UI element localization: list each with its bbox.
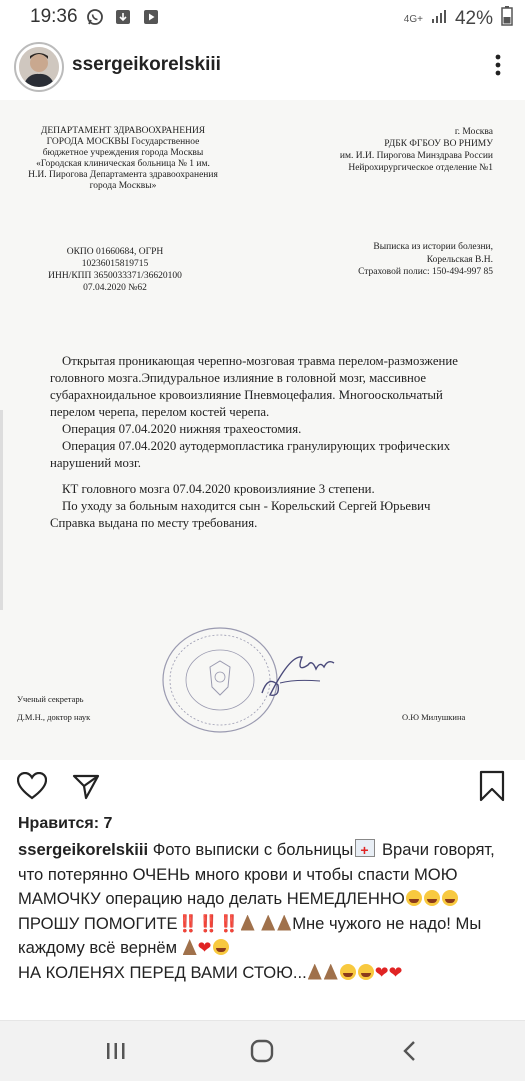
more-options-icon[interactable]	[495, 50, 501, 80]
post-header	[0, 34, 525, 100]
system-nav-bar	[0, 1020, 525, 1081]
paper-edge	[0, 410, 3, 610]
doc-body	[50, 353, 470, 532]
doc-secretary-degree: Д.М.Н., доктор наук	[17, 712, 91, 722]
post-username[interactable]: ssergeikorelskiii	[72, 54, 221, 75]
doc-org: РДБК ФГБОУ ВО РНИМУ	[384, 139, 493, 149]
post-actions	[0, 760, 525, 812]
doc-codes	[30, 246, 200, 294]
battery-level: 42%	[454, 8, 493, 29]
download-icon	[114, 8, 132, 26]
doc-secretary-label: Ученый секретарь	[17, 694, 84, 704]
doc-patient-name: Корельская В.Н.	[426, 254, 493, 265]
praying-hands-emoji-icon	[241, 915, 255, 931]
doc-right-header	[253, 126, 493, 174]
signature	[250, 635, 350, 705]
doc-secretary-name: О.Ю Милушкина	[402, 712, 466, 722]
praying-hands-emoji-icon	[183, 939, 197, 955]
whatsapp-icon	[86, 8, 104, 26]
notification-icons	[86, 8, 160, 26]
status-bar	[0, 0, 525, 34]
likes-count[interactable]: Нравится: 7	[18, 815, 113, 832]
heart-icon[interactable]	[14, 768, 50, 804]
crying-emoji-icon	[424, 890, 440, 906]
caption-text-3: ПРОШУ ПОМОГИТЕ	[18, 913, 178, 933]
doc-left-header: ДЕПАРТАМЕНТ ЗДРАВООХРАНЕНИЯ ГОРОДА МОСКВЫ Государственное бюджетное учреждения города Москвы «Городская клиническая больница № 1 им. Н.И. Пирогова Департамента здравоохранения города Москвы»	[28, 126, 218, 191]
crying-emoji-icon	[442, 890, 458, 906]
bookmark-icon[interactable]	[474, 768, 510, 804]
crying-emoji-icon	[213, 939, 229, 955]
system-status	[404, 6, 513, 32]
caption-text-5: НА КОЛЕНЯХ ПЕРЕД ВАМИ СТОЮ...	[18, 962, 307, 982]
doc-caretaker: По уходу за больным находится сын - Корельский Сергей Юрьевич	[62, 499, 431, 513]
share-icon[interactable]	[68, 768, 104, 804]
hospital-emoji-icon	[355, 839, 375, 857]
avatar-photo	[19, 47, 59, 87]
praying-hands-emoji-icon	[308, 964, 322, 980]
doc-okpo: ОКПО 01660684, ОГРН	[66, 247, 164, 257]
praying-hands-emoji-icon	[324, 964, 338, 980]
doc-ogrn: 1023601581971​5	[81, 259, 149, 269]
doc-extract-info	[253, 241, 493, 279]
doc-department: Нейрохирургическое отделение №1	[348, 163, 493, 173]
recent-apps-icon[interactable]	[96, 1035, 136, 1067]
battery-icon	[501, 6, 513, 32]
media-icon	[142, 8, 160, 26]
doc-ct: КТ головного мозга 07.04.2020 кровоизлияние 3 степени.	[62, 482, 375, 496]
heart-emoji-icon: ❤	[197, 938, 212, 957]
network-type: 4G+	[403, 13, 423, 25]
doc-diagnosis: Открытая проникающая черепно-мозговая травма перелом-размозжение головного мозга.Эпидуральное излияние в головной мозг, массивное субарахноидальное кровоизлияние Пневмоцефалия. Многооскольчатый перелом черепа, перелом костей черепа.	[50, 354, 458, 419]
signal-icon	[431, 8, 447, 30]
clock: 19:36	[30, 6, 78, 27]
doc-operation-1: Операция 07.04.2020 нижняя трахеостомия.	[62, 422, 302, 436]
praying-hands-emoji-icon	[277, 915, 291, 931]
post-image-document[interactable]	[0, 100, 525, 760]
doc-operation-2: Операция 07.04.2020 аутодермопластика гранулирующих трофических нарушений мозг.	[50, 439, 451, 470]
praying-hands-emoji-icon	[261, 915, 275, 931]
crying-emoji-icon	[358, 964, 374, 980]
post-caption	[18, 838, 510, 985]
avatar[interactable]	[14, 42, 64, 92]
caption-text-4: Мне чужого не надо! Мы каждому всё вернём	[18, 913, 482, 957]
crying-emoji-icon	[406, 890, 422, 906]
caption-text-1: Фото выписки с больницы	[148, 840, 354, 859]
heart-emoji-icon: ❤❤	[374, 962, 403, 982]
doc-date-number: 07.04.2020 №62	[83, 283, 147, 293]
doc-city: г. Москва	[454, 127, 493, 137]
exclamation-emoji-icon: ‼️‼️‼️	[177, 913, 240, 933]
doc-inn: ИНН/КПП 3650033371/36620100	[48, 271, 182, 281]
doc-org-full: им. И.И. Пирогова Минздрава России	[339, 151, 493, 161]
caption-text-2: Врачи говорят, что потерянно ОЧЕНЬ много крови и чтобы спасти МОЮ МАМОЧКУ операцию надо делать НЕМЕДЛЕННО	[18, 840, 495, 908]
doc-extract-title: Выписка из истории болезни,	[373, 242, 493, 252]
crying-emoji-icon	[340, 964, 356, 980]
doc-insurance: Страховой полис: 150-494-997 85	[358, 267, 493, 277]
caption-username[interactable]: ssergeikorelskiii	[18, 840, 149, 859]
doc-issued-note: Справка выдана по месту требования.	[50, 516, 258, 530]
home-icon[interactable]	[242, 1035, 282, 1067]
back-icon[interactable]	[390, 1035, 430, 1067]
